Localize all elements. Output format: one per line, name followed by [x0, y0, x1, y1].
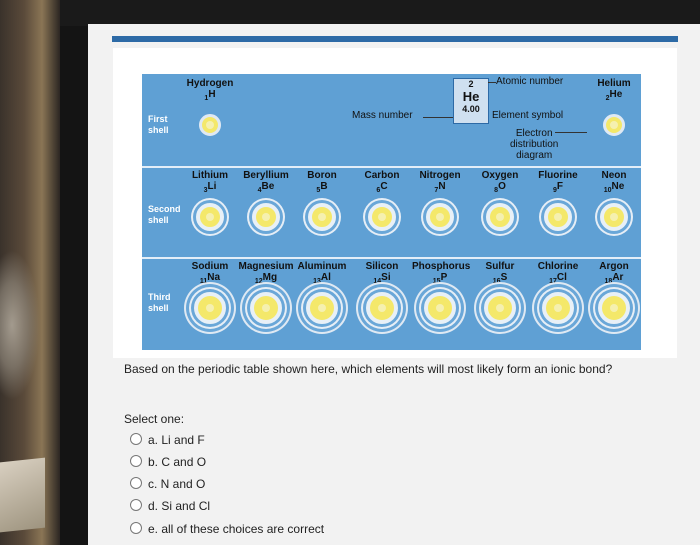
nucleus-icon: [378, 304, 386, 312]
nucleus-icon: [262, 213, 270, 221]
element-name: Argon: [599, 261, 629, 272]
symbol-text: P: [440, 272, 448, 283]
symbol-text: Li: [207, 181, 217, 192]
electron-diagram-icon: [598, 292, 630, 324]
nucleus-icon: [496, 304, 504, 312]
element-cell-chlorine: [530, 259, 586, 347]
third-shell-label: [148, 292, 171, 314]
element-name: Aluminum: [297, 261, 347, 272]
element-name: Fluorine: [538, 170, 578, 181]
element-cell-carbon: [354, 168, 410, 256]
atomic-number: 8: [494, 187, 499, 194]
element-name: Magnesium: [238, 261, 294, 272]
second-shell-label: [148, 204, 181, 226]
legend-key-box: [453, 78, 489, 124]
element-cell-beryllium: [238, 168, 294, 256]
atomic-number: 11: [199, 278, 208, 285]
nucleus-icon: [318, 304, 326, 312]
symbol-text: Cl: [556, 272, 567, 283]
first-shell-label: [148, 114, 169, 136]
symbol-text: Si: [381, 272, 391, 283]
electron-diagram-icon: [196, 203, 224, 231]
electron-diagram-icon: [250, 292, 282, 324]
option-b[interactable]: [130, 454, 206, 470]
atomic-number: 13: [313, 278, 321, 285]
legend-atomic-number: 2: [468, 79, 474, 89]
electron-diagram-icon: [426, 203, 454, 231]
legend-symbol: He: [462, 89, 480, 104]
nucleus-icon: [554, 304, 562, 312]
element-symbol: [586, 181, 642, 196]
option-d-label: d. Si and Cl: [148, 499, 211, 513]
element-cell-argon: [586, 259, 642, 347]
option-c[interactable]: [130, 476, 205, 492]
element-cell-boron: [294, 168, 350, 256]
option-a[interactable]: [130, 432, 205, 448]
atomic-number: 17: [549, 278, 557, 285]
symbol-text: Be: [261, 181, 275, 192]
element-name: Sulfur: [485, 261, 515, 272]
atomic-number: 2: [605, 95, 610, 102]
nucleus-icon: [610, 304, 618, 312]
element-cell-fluorine: [530, 168, 586, 256]
radio-button[interactable]: [130, 455, 142, 467]
symbol-text: N: [438, 181, 446, 192]
option-e[interactable]: [130, 521, 324, 537]
symbol-text: Mg: [262, 272, 278, 283]
atomic-number: 4: [257, 187, 262, 194]
radio-button[interactable]: [130, 522, 142, 534]
nucleus-icon: [206, 213, 214, 221]
third-shell-text: Third shell: [148, 292, 171, 313]
symbol-text: He: [609, 89, 623, 100]
element-symbol: [412, 181, 468, 196]
element-name: Nitrogen: [419, 170, 461, 181]
option-a-label: a. Li and F: [148, 433, 205, 447]
atomic-number: 3: [203, 187, 208, 194]
electron-diagram-icon: [542, 292, 574, 324]
element-cell-phosphorus: [412, 259, 471, 347]
element-symbol: [530, 272, 586, 287]
element-name: Chlorine: [537, 261, 579, 272]
element-symbol: [182, 89, 238, 104]
element-name: Oxygen: [481, 170, 519, 181]
radio-button[interactable]: [130, 499, 142, 511]
atomic-number: 16: [492, 278, 501, 285]
nucleus-icon: [496, 213, 504, 221]
element-name: Sodium: [191, 261, 229, 272]
periodic-table: [142, 74, 641, 350]
select-one-label: Select one:: [124, 412, 185, 426]
symbol-text: B: [320, 181, 328, 192]
atomic-number: 12: [254, 278, 263, 285]
electron-diagram-leader: [555, 132, 587, 133]
radio-button[interactable]: [130, 433, 142, 445]
mass-number-leader: [423, 117, 453, 118]
element-cell-hydrogen: [182, 76, 238, 164]
symbol-text: O: [498, 181, 506, 192]
nucleus-icon: [436, 304, 444, 312]
element-symbol: [586, 272, 642, 287]
nucleus-icon: [206, 121, 214, 129]
electron-diagram-icon: [366, 292, 398, 324]
element-name: Neon: [601, 170, 627, 181]
nucleus-icon: [262, 304, 270, 312]
element-symbol: [238, 272, 294, 287]
nucleus-icon: [206, 304, 214, 312]
electron-diagram-label: Electron distribution diagram: [510, 128, 559, 161]
option-d[interactable]: [130, 498, 210, 514]
element-symbol: [294, 272, 350, 287]
element-symbol: [472, 181, 528, 196]
element-name: Boron: [307, 170, 337, 181]
electron-diagram-icon: [368, 203, 396, 231]
radio-button[interactable]: [130, 477, 142, 489]
electron-diagram-icon: [484, 292, 516, 324]
atomic-number: 6: [376, 187, 381, 194]
element-cell-oxygen: [472, 168, 528, 256]
atomic-number: 5: [316, 187, 321, 194]
symbol-text: Ne: [611, 181, 625, 192]
element-name: Lithium: [191, 170, 229, 181]
element-symbol: [182, 272, 238, 287]
element-symbol: [182, 181, 238, 196]
monitor-bezel: [60, 0, 90, 545]
element-symbol: [530, 181, 586, 196]
background-paper: [0, 458, 45, 533]
electron-diagram-icon: [252, 203, 280, 231]
element-symbol: [472, 272, 528, 287]
atomic-number-label: Atomic number: [496, 76, 564, 87]
option-e-label: e. all of these choices are correct: [148, 522, 325, 536]
background-glass: [0, 250, 40, 400]
legend-mass: 4.00: [462, 104, 480, 114]
electron-diagram-icon: [600, 203, 628, 231]
atomic-number: 7: [434, 187, 439, 194]
atomic-number: 14: [373, 278, 382, 285]
element-cell-helium: [586, 76, 642, 164]
nucleus-icon: [318, 213, 326, 221]
second-shell-text: Second shell: [148, 204, 181, 225]
element-symbol: [354, 272, 410, 287]
element-cell-sulfur: [472, 259, 528, 347]
element-symbol: [294, 181, 350, 196]
element-cell-silicon: [354, 259, 410, 347]
element-cell-neon: [586, 168, 642, 256]
element-symbol-label: Element symbol: [492, 110, 564, 121]
atomic-number: 18: [604, 278, 613, 285]
element-symbol: [412, 272, 468, 287]
electron-diagram-icon: [603, 114, 625, 136]
question-text: Based on the periodic table shown here, which elements will most likely form an ionic bond?: [124, 362, 613, 376]
mass-number-label: Mass number: [352, 110, 413, 121]
element-name: Carbon: [364, 170, 400, 181]
electron-diagram-icon: [306, 292, 338, 324]
symbol-text: H: [208, 89, 216, 100]
nucleus-icon: [610, 121, 618, 129]
symbol-text: S: [500, 272, 508, 283]
atomic-number: 10: [603, 187, 612, 194]
electron-diagram-icon: [424, 292, 456, 324]
element-cell-magnesium: [238, 259, 294, 347]
element-cell-aluminum: [294, 259, 350, 347]
nucleus-icon: [554, 213, 562, 221]
element-name: Silicon: [365, 261, 399, 272]
electron-diagram-icon: [544, 203, 572, 231]
monitor-bezel-top: [60, 0, 700, 26]
element-name: Hydrogen: [186, 78, 234, 89]
symbol-text: F: [556, 181, 563, 192]
atomic-number-leader: [488, 82, 496, 83]
element-cell-sodium: [182, 259, 238, 347]
electron-diagram-icon: [308, 203, 336, 231]
symbol-text: Ar: [612, 272, 624, 283]
element-name: Phosphorus: [412, 261, 471, 272]
element-cell-nitrogen: [412, 168, 468, 256]
element-symbol: [238, 181, 294, 196]
electron-diagram-icon: [486, 203, 514, 231]
atomic-number: 15: [432, 278, 441, 285]
first-shell-text: First shell: [148, 114, 169, 135]
element-cell-lithium: [182, 168, 238, 256]
nucleus-icon: [378, 213, 386, 221]
option-c-label: c. N and O: [148, 477, 206, 491]
symbol-text: Al: [320, 272, 331, 283]
question-header-bar: [112, 36, 678, 42]
nucleus-icon: [610, 213, 618, 221]
element-symbol: [586, 89, 642, 104]
nucleus-icon: [436, 213, 444, 221]
element-symbol: [354, 181, 410, 196]
atomic-number: 1: [204, 95, 209, 102]
electron-diagram-icon: [194, 292, 226, 324]
symbol-text: C: [380, 181, 388, 192]
symbol-text: Na: [207, 272, 221, 283]
atomic-number: 9: [552, 187, 557, 194]
electron-diagram-icon: [199, 114, 221, 136]
element-name: Helium: [597, 78, 631, 89]
element-name: Beryllium: [243, 170, 289, 181]
option-b-label: b. C and O: [148, 455, 207, 469]
